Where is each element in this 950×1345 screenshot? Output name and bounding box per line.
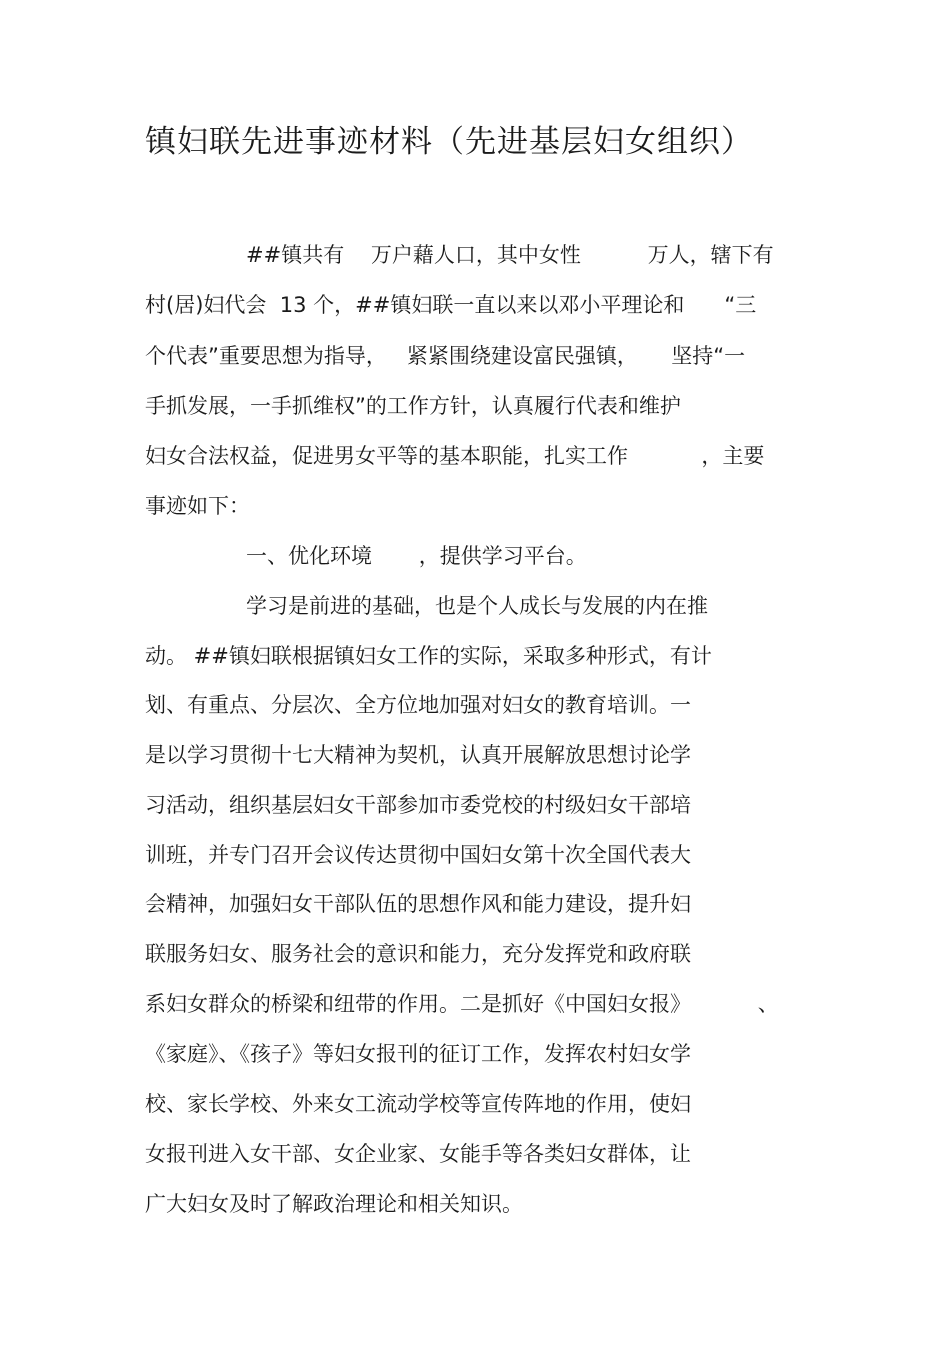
paragraph-line: 《家庭》、《孩子》等妇女报刊的征订工作，发挥农村妇女学 bbox=[145, 1042, 691, 1066]
paragraph-line: 联服务妇女、服务社会的意识和能力，充分发挥党和政府联 bbox=[145, 942, 691, 966]
paragraph-line: 广大妇女及时了解政治理论和相关知识。 bbox=[145, 1192, 523, 1216]
paragraph-line: 妇女合法权益，促进男女平等的基本职能，扎实工作 ，主要 bbox=[145, 444, 765, 468]
paragraph-line: ##镇共有 万户藉人口，其中女性 万人，辖下有 bbox=[246, 243, 774, 267]
paragraph-line: 学习是前进的基础，也是个人成长与发展的内在推 bbox=[246, 594, 708, 618]
paragraph-line: 划、有重点、分层次、全方位地加强对妇女的教育培训。一 bbox=[145, 693, 691, 717]
document-title: 镇妇联先进事迹材料（先进基层妇女组织） bbox=[145, 124, 753, 160]
paragraph-line: 动。 ##镇妇联根据镇妇女工作的实际，采取多种形式，有计 bbox=[145, 644, 712, 668]
paragraph-line: 手抓发展，一手抓维权”的工作方针，认真履行代表和维护 bbox=[145, 394, 681, 418]
paragraph-line: 会精神，加强妇女干部队伍的思想作风和能力建设，提升妇 bbox=[145, 892, 691, 916]
paragraph-line: 校、家长学校、外来女工流动学校等宣传阵地的作用，使妇 bbox=[145, 1092, 691, 1116]
paragraph-line: 个代表”重要思想为指导， 紧紧围绕建设富民强镇， 坚持“一 bbox=[145, 344, 746, 368]
paragraph-line: 是以学习贯彻十七大精神为契机，认真开展解放思想讨论学 bbox=[145, 743, 691, 767]
paragraph-line: 村(居)妇代会 13 个，##镇妇联一直以来以邓小平理论和 “三 bbox=[145, 293, 757, 317]
paragraph-line: 训班，并专门召开会议传达贯彻中国妇女第十次全国代表大 bbox=[145, 843, 691, 867]
section-heading: 一、优化环境 ，提供学习平台。 bbox=[246, 544, 587, 568]
paragraph-line: 习活动，组织基层妇女干部参加市委党校的村级妇女干部培 bbox=[145, 793, 691, 817]
paragraph-line: 事迹如下： bbox=[145, 494, 250, 518]
paragraph-line: 女报刊进入女干部、女企业家、女能手等各类妇女群体，让 bbox=[145, 1142, 691, 1166]
paragraph-line: 系妇女群众的桥梁和纽带的作用。二是抓好《中国妇女报》 、 bbox=[145, 992, 779, 1016]
